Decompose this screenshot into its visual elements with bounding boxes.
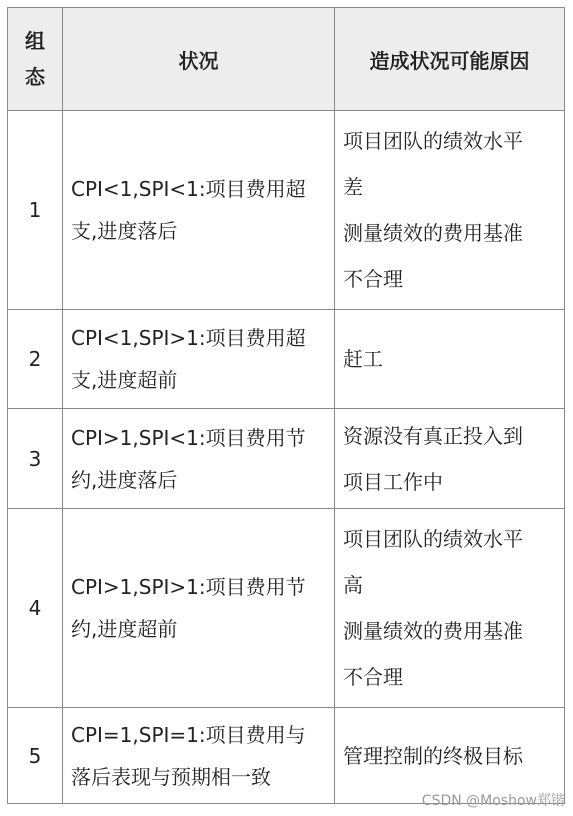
- status-line: 约,进度超前: [71, 617, 178, 641]
- cause-line: 赶工: [343, 347, 383, 371]
- table-row: [8, 509, 565, 708]
- status-line: CPI<1,SPI>1:项目费用超: [71, 326, 306, 350]
- header-status: 状况: [63, 8, 335, 111]
- status-line: 落后表现与预期相一致: [71, 764, 271, 789]
- group-number: 2: [8, 310, 63, 409]
- cpi-spi-table: [7, 7, 565, 804]
- table-row: [8, 111, 565, 310]
- status-line: 支,进度落后: [71, 219, 178, 243]
- header-group: [8, 8, 63, 111]
- group-number: 4: [8, 509, 63, 708]
- cause-cell: [335, 111, 565, 310]
- cause-line: 项目工作中: [343, 469, 443, 494]
- cause-line: 管理控制的终极目标: [343, 743, 523, 768]
- cause-line: 高: [343, 573, 363, 597]
- header-group-line1: 组: [25, 29, 45, 53]
- cause-cell: [335, 409, 565, 509]
- status-line: CPI>1,SPI<1:项目费用节: [71, 425, 306, 450]
- status-cell: [63, 509, 335, 708]
- cause-line: 资源没有真正投入到: [343, 423, 523, 448]
- table-row: [8, 409, 565, 509]
- table-header-row: [8, 8, 565, 111]
- header-group-line2: 态: [25, 65, 45, 89]
- cause-line: 不合理: [343, 267, 403, 291]
- status-cell: [63, 708, 335, 804]
- table-row: [8, 310, 565, 409]
- cause-line: 测量绩效的费用基准: [343, 619, 523, 643]
- status-line: CPI>1,SPI>1:项目费用节: [71, 575, 306, 599]
- cause-line: 项目团队的绩效水平: [343, 527, 523, 551]
- watermark: CSDN @Moshow郑锴: [421, 793, 565, 809]
- group-number: 1: [8, 111, 63, 310]
- status-line: CPI<1,SPI<1:项目费用超: [71, 177, 306, 201]
- status-line: CPI=1,SPI=1:项目费用与: [71, 722, 306, 747]
- group-number: 5: [8, 708, 63, 804]
- status-cell: [63, 111, 335, 310]
- group-number: 3: [8, 409, 63, 509]
- cause-line: 项目团队的绩效水平: [343, 129, 523, 153]
- cause-line: 不合理: [343, 665, 403, 689]
- status-cell: [63, 310, 335, 409]
- cause-line: 测量绩效的费用基准: [343, 221, 523, 245]
- header-cause: 造成状况可能原因: [335, 8, 565, 111]
- status-cell: [63, 409, 335, 509]
- cause-cell: [335, 509, 565, 708]
- cause-line: 差: [343, 175, 363, 199]
- status-line: 约,进度落后: [71, 467, 178, 492]
- status-line: 支,进度超前: [71, 368, 178, 392]
- cause-cell: [335, 310, 565, 409]
